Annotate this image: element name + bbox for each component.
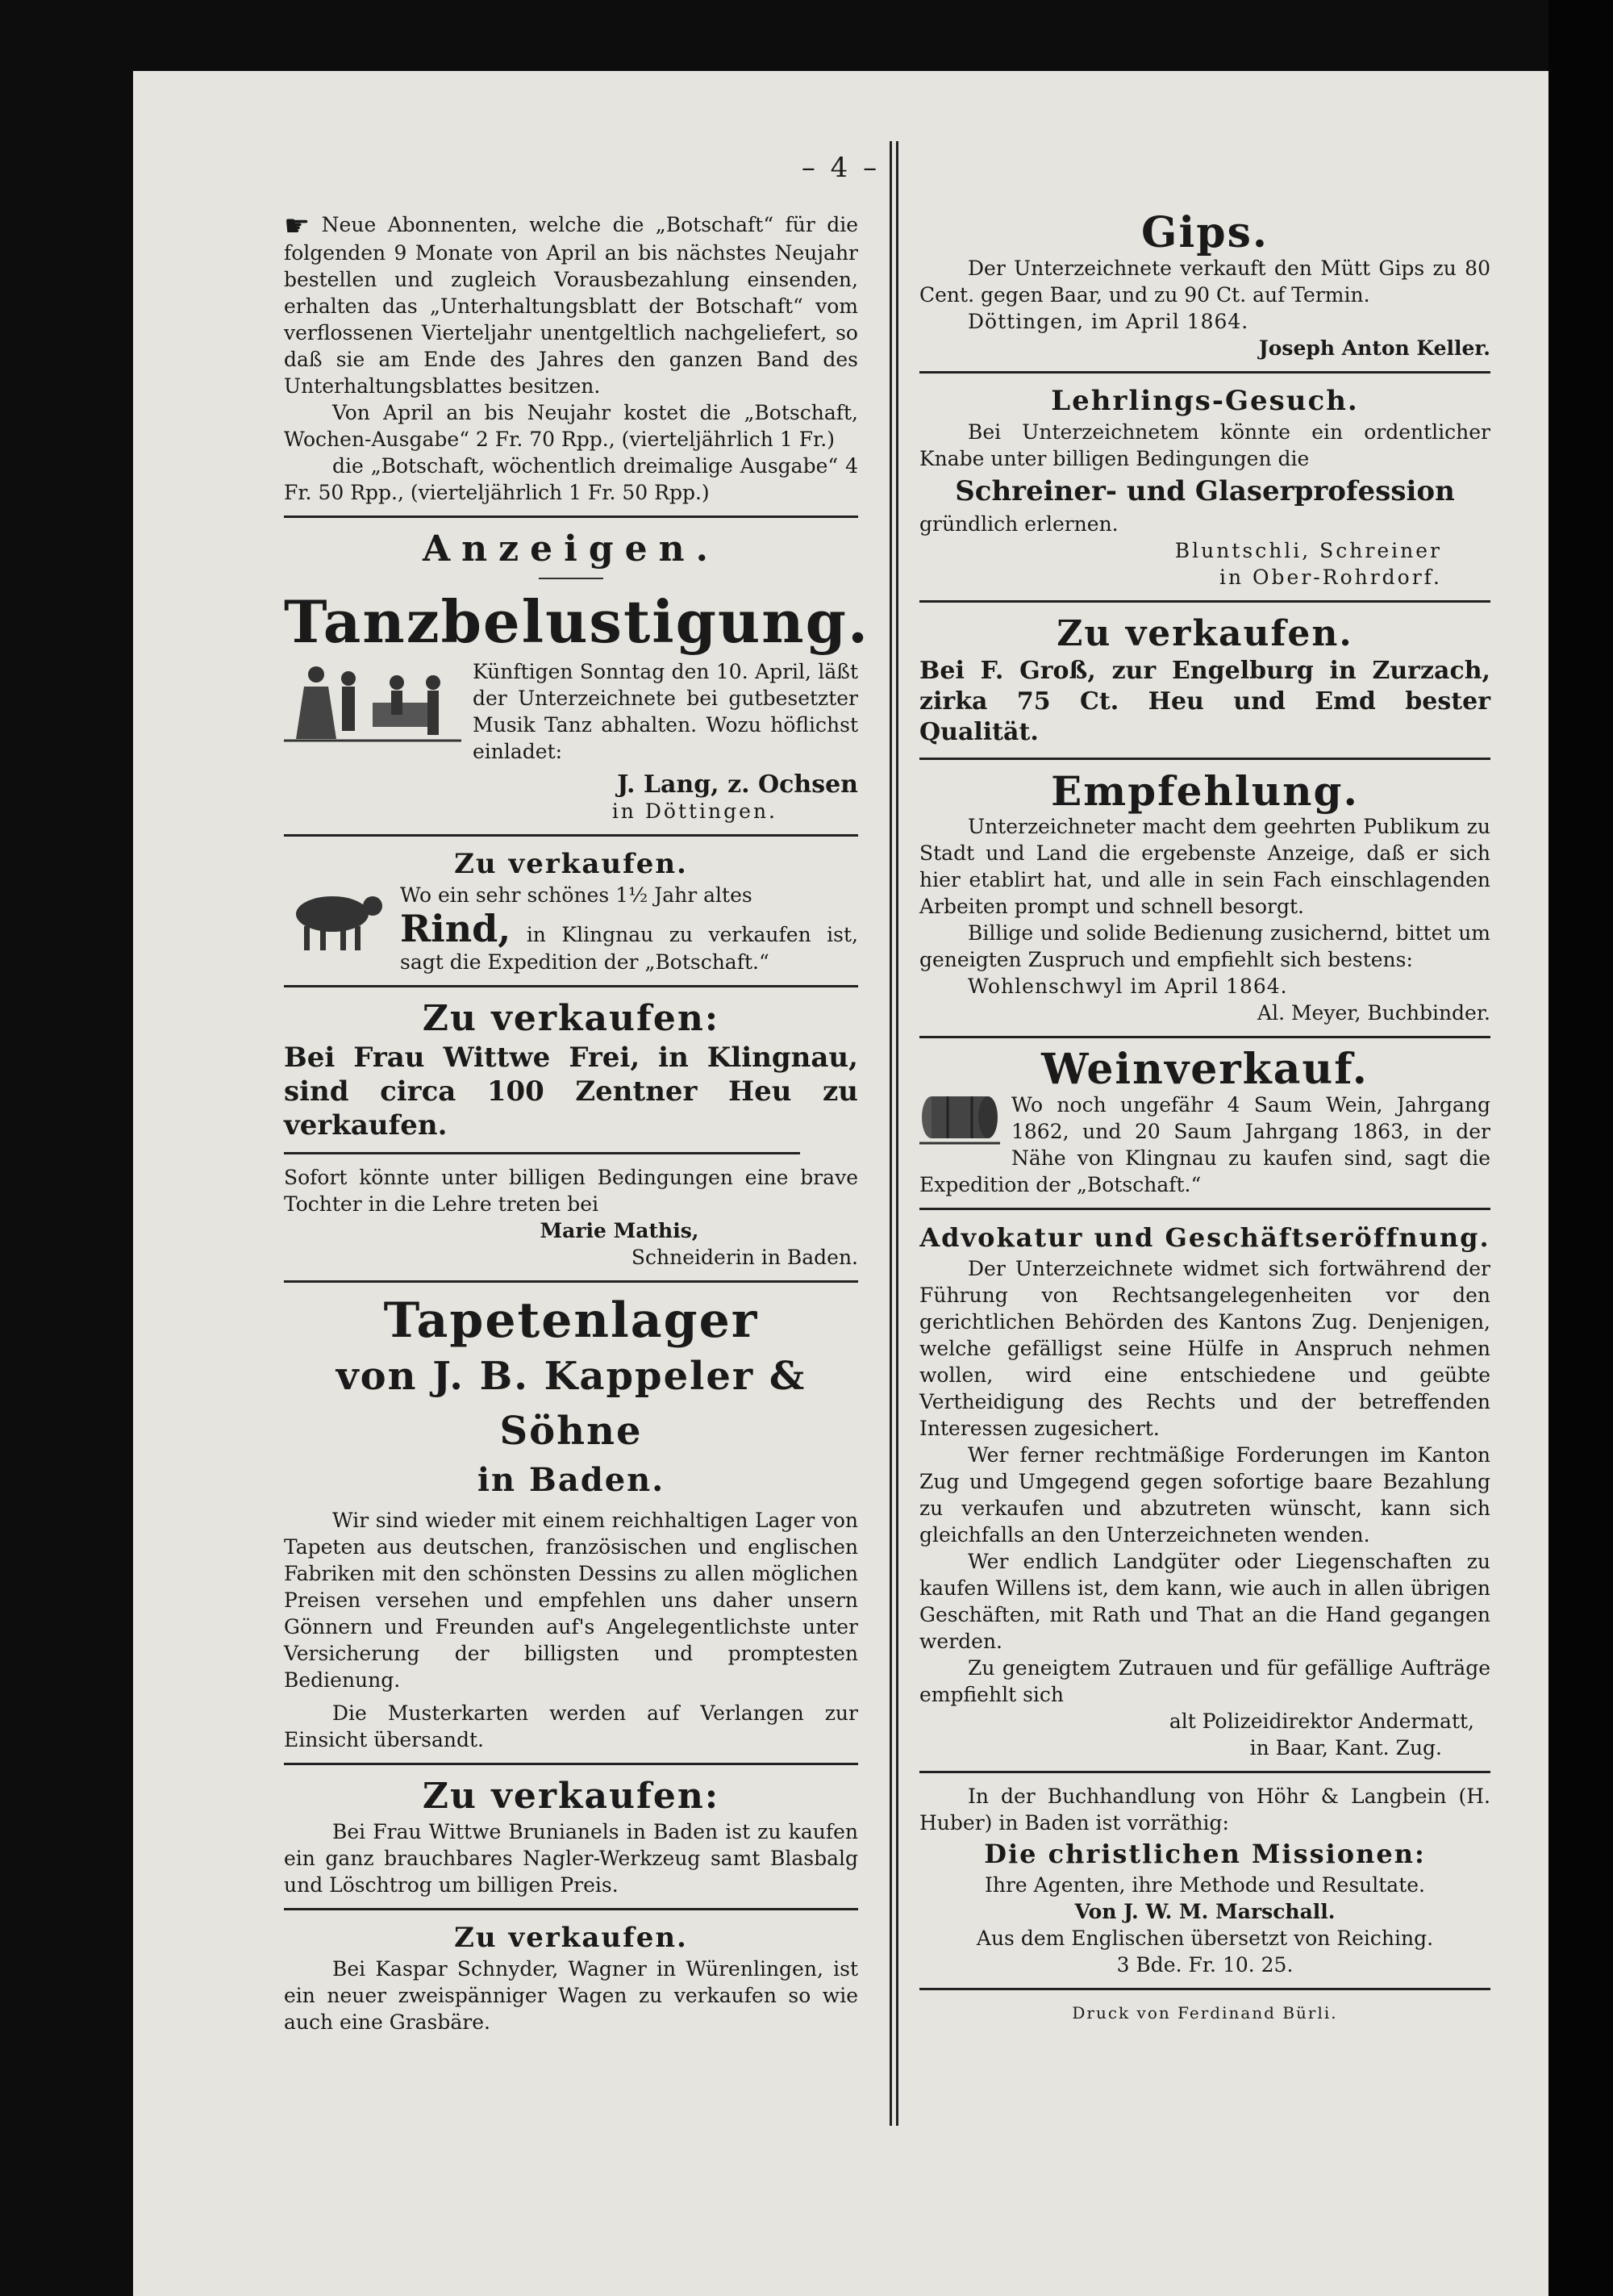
lehrling-place: in Ober-Rohrdorf.	[1219, 566, 1442, 589]
tochter-place: Schneiderin in Baden.	[631, 1246, 858, 1269]
rind-ad	[284, 846, 858, 975]
rind-big: Rind,	[400, 907, 511, 950]
tanz-ad	[284, 586, 870, 824]
advokatur-text3: Wer endlich Landgüter oder Liegenschaften zu kaufen Willens ist, dem kann, wie auch in allen übrigen Geschäften, mit Rath und That an die Hand gegangen werden.	[919, 1550, 1490, 1653]
lehrling-name: Bluntschli, Schreiner	[1174, 539, 1442, 562]
wein-text: Wo noch ungefähr 4 Saum Wein, Jahrgang 1862, und 20 Saum Jahrgang 1863, in der Nähe von Klingnau zu kaufen sind, sagt die Expedition der „Botschaft.“	[919, 1093, 1490, 1196]
wagen-ad	[284, 1920, 858, 2035]
buch-title: Die christlichen Missionen:	[984, 1839, 1426, 1869]
rule	[919, 1988, 1490, 1990]
wein-ad	[919, 1045, 1490, 1198]
tanz-text: Künftigen Sonntag den 10. April, läßt der Unterzeichnete bei gutbesetzter Musik Tanz abhalten. Wozu höflichst einladet:	[473, 660, 858, 763]
heu-title: Zu verkaufen:	[422, 998, 720, 1039]
rule	[919, 1771, 1490, 1773]
gips-text: Der Unterzeichnete verkauft den Mütt Gips zu 80 Cent. gegen Baar, und zu 90 Ct. auf Termin.	[919, 257, 1490, 307]
wagen-title: Zu verkaufen.	[454, 1922, 688, 1954]
advokatur-title: Advokatur und Geschäftseröffnung.	[919, 1222, 1490, 1253]
short-rule	[539, 578, 603, 579]
empfehlung-name: Al. Meyer, Buchbinder.	[1257, 1001, 1490, 1025]
gips-name: Joseph Anton Keller.	[1258, 336, 1490, 360]
buch-ad	[919, 1783, 1490, 1978]
gross-title: Zu verkaufen.	[1057, 613, 1353, 654]
buch-price: 3 Bde. Fr. 10. 25.	[1116, 1953, 1294, 1977]
rule	[919, 600, 1490, 603]
buch-sub: Ihre Agenten, ihre Methode und Resultate.	[984, 1873, 1426, 1897]
empfehlung-text1: Unterzeichneter macht dem geehrten Publikum zu Stadt und Land die ergebenste Anzeige, daß er sich hier etablirt hat, und alle in sein Fach einschlagenden Arbeiten prompt und schnell besorgt.	[919, 815, 1490, 918]
scan-border	[1548, 0, 1613, 2296]
rule	[284, 1763, 858, 1765]
gips-title: Gips.	[1141, 208, 1269, 257]
wine-barrel-icon	[919, 1092, 1000, 1148]
buch-author: Von J. W. M. Marschall.	[1074, 1900, 1336, 1923]
tochter-text: Sofort könnte unter billigen Bedingungen eine brave Tochter in die Lehre treten bei	[284, 1166, 858, 1216]
nagler-ad	[284, 1775, 858, 1898]
gips-date: Döttingen, im April 1864.	[968, 310, 1249, 333]
heu-text: Bei Frau Wittwe Frei, in Klingnau, sind circa 100 Zentner Heu zu verkaufen.	[284, 1042, 858, 1142]
lehrling-text1: Bei Unterzeichnetem könnte ein ordentlicher Knabe unter billigen Bedingungen die	[919, 420, 1490, 470]
column-divider	[890, 141, 898, 2126]
tanz-title: Tanzbelustigung.	[284, 587, 870, 656]
wagen-text: Bei Kaspar Schnyder, Wagner in Würenlingen, ist ein neuer zweispänniger Wagen zu verkaufen so wie auch eine Grasbäre.	[284, 1957, 858, 2034]
rule	[284, 516, 858, 518]
tanz-name: J. Lang, z. Ochsen	[617, 770, 858, 799]
empfehlung-text2: Billige und solide Bedienung zusichernd, bittet um geneigten Zuspruch und empfiehlt sich bestens:	[919, 921, 1490, 971]
pointing-hand-icon: ☛	[284, 210, 311, 243]
rule	[919, 758, 1490, 760]
rule	[284, 1280, 858, 1283]
tapeten-title1: Tapetenlager	[383, 1292, 759, 1349]
wein-title: Weinverkauf.	[1041, 1045, 1369, 1094]
advokatur-text1: Der Unterzeichnete widmet sich fortwährend der Führung von Rechtsangelegenheiten vor den gerichtlichen Behörden des Kantons Zug. Denjenigen, welche gefälligst seine Hülfe in Anspruch nehmen wollen, wird eine entschiedene und geübte Vertheidigung des Rechts und der betreffenden Interessen zugesichert.	[919, 1257, 1490, 1440]
lehrling-big: Schreiner- und Glaserprofession	[955, 475, 1455, 507]
tapeten-text2: Die Musterkarten werden auf Verlangen zur Einsicht übersandt.	[284, 1701, 858, 1751]
tapeten-title3: in Baden.	[477, 1461, 665, 1499]
abonnenten-text2: Von April an bis Neujahr kostet die „Botschaft, Wochen-Ausgabe“ 2 Fr. 70 Rpp., (vierteljährlich 1 Fr.)	[284, 401, 858, 451]
buch-trans: Aus dem Englischen übersetzt von Reiching.	[976, 1927, 1434, 1950]
tapeten-text1: Wir sind wieder mit einem reichhaltigen Lager von Tapeten aus deutschen, französischen und englischen Fabriken mit den schönsten Dessins zu allen möglichen Preisen versehen und empfehlen uns daher unsern Gönnern und Freunden auf's Angelegentlichste unter Versicherung der billigsten und promptesten Bedienung.	[284, 1509, 858, 1692]
tochter-ad	[284, 1164, 858, 1271]
nagler-text: Bei Frau Wittwe Brunianels in Baden ist zu kaufen ein ganz brauchbares Nagler-Werkzeug samt Blasbalg und Löschtrog um billigen Preis.	[284, 1820, 858, 1897]
lehrling-text2: gründlich erlernen.	[919, 512, 1119, 536]
printer-imprint: Druck von Ferdinand Bürli.	[1072, 2003, 1338, 2023]
advokatur-text2: Wer ferner rechtmäßige Forderungen im Kanton Zug und Umgegend gegen sofortige baare Bezahlung zu verkaufen und abzutreten wünscht, kann sich gleichfalls an den Unterzeichneten wenden.	[919, 1443, 1490, 1547]
buch-text1: In der Buchhandlung von Höhr & Langbein (H. Huber) in Baden ist vorräthig:	[919, 1785, 1490, 1835]
advokatur-place: in Baar, Kant. Zug.	[1249, 1736, 1442, 1760]
rule	[919, 1208, 1490, 1210]
rule	[284, 1908, 858, 1910]
heu-ad	[284, 997, 858, 1142]
tapeten-title2: von J. B. Kappeler & Söhne	[336, 1354, 806, 1454]
right-column	[919, 208, 1490, 2027]
empfehlung-ad	[919, 767, 1490, 1026]
lehrling-title: Lehrlings-Gesuch.	[1051, 385, 1359, 417]
rind-text1: Wo ein sehr schönes 1½ Jahr altes	[400, 883, 752, 907]
empfehlung-date: Wohlenschwyl im April 1864.	[968, 975, 1288, 998]
tapeten-ad	[284, 1292, 858, 1753]
abonnenten-text3: die „Botschaft, wöchentlich dreimalige Ausgabe“ 4 Fr. 50 Rpp., (vierteljährlich 1 Fr. 50 Rpp.)	[284, 454, 858, 504]
advokatur-ad	[919, 1220, 1490, 1761]
gross-ad	[919, 612, 1490, 748]
advokatur-name: alt Polizeidirektor Andermatt,	[1169, 1709, 1474, 1733]
rule	[284, 985, 858, 987]
rind-title: Zu verkaufen.	[454, 848, 688, 880]
dancers-illustration-icon	[284, 658, 461, 747]
advokatur-text4: Zu geneigtem Zutrauen und für gefällige Aufträge empfiehlt sich	[919, 1656, 1490, 1706]
abonnenten-text1: Neue Abonnenten, welche die „Botschaft“ für die folgenden 9 Monate von April an bis nächstes Neujahr bestellen und zugleich Vorausbezahlung einsenden, erhalten das „Unterhaltungsblatt der Botschaft“ vom verflossenen Vierteljahr unentgeltlich nachgeliefert, so daß sie am Ende des Jahres den ganzen Band des Unterhaltungsblattes besitzen.	[284, 213, 858, 398]
cattle-illustration-icon	[284, 882, 389, 954]
anzeigen-heading: Anzeigen.	[423, 528, 719, 570]
gips-ad	[919, 208, 1490, 361]
rule	[284, 1152, 800, 1154]
rule	[919, 371, 1490, 374]
abonnenten-notice	[284, 211, 858, 506]
gross-text: Bei F. Groß, zur Engelburg in Zurzach, zirka 75 Ct. Heu und Emd bester Qualität.	[919, 657, 1490, 746]
tanz-place: in Döttingen.	[611, 799, 777, 823]
nagler-title: Zu verkaufen:	[422, 1776, 720, 1817]
rind-text2: in Klingnau zu verkaufen ist, sagt die Expedition der „Botschaft.“	[400, 923, 858, 974]
lehrling-ad	[919, 383, 1490, 591]
page-number: – 4 –	[801, 152, 881, 184]
empfehlung-title: Empfehlung.	[1051, 767, 1359, 815]
left-column	[284, 210, 870, 2035]
rule	[919, 1036, 1490, 1038]
tochter-name: Marie Mathis,	[540, 1219, 699, 1242]
rule	[284, 834, 858, 837]
